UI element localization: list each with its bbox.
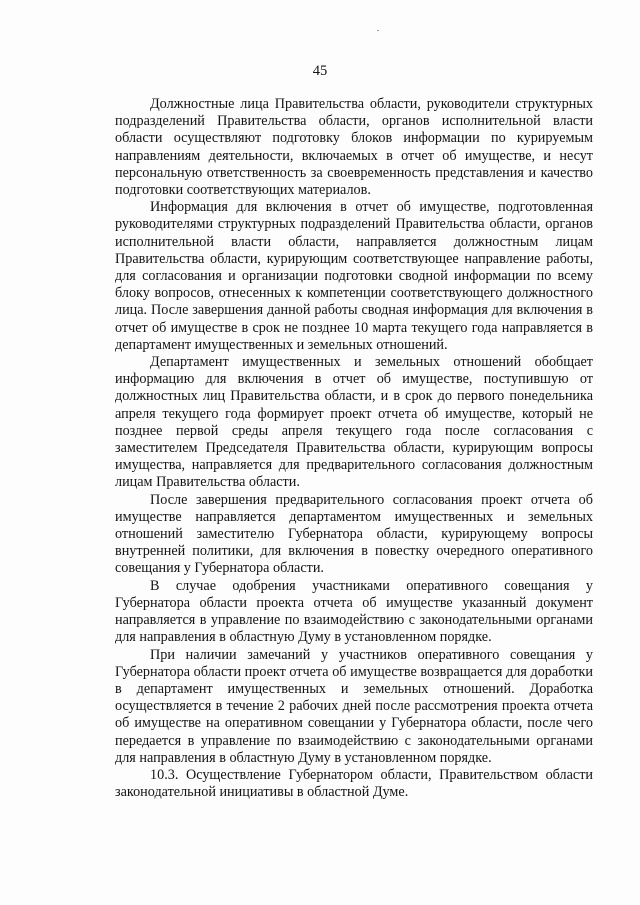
scan-speck <box>377 30 379 31</box>
paragraph-information-submission: Информация для включения в отчет об имуществе, подготовленная руководителями структурных подразделений Правительства области, органов исполнительной власти области, направляется должностным лицам Правительства области, курирующим соответствующее направление работы, для согласования и организации подготовки сводной информации по всему блоку вопросов, отнесенных к компетенции соответствующего должностного лица. После завершения данной работы сводная информация для включения в отчет об имуществе в срок не позднее 10 марта текущего года направляется в департамент имущественных и земельных отношений. <box>115 199 593 353</box>
paragraph-section-10-3: 10.3. Осуществление Губернатором области, Правительством области законодательной инициативы в областной Думе. <box>115 766 593 801</box>
paragraph-officials-responsibility: Должностные лица Правительства области, руководители структурных подразделений Правительства области, органов исполнительной власти области осуществляют подготовку блоков информации по курируемым направлениям деятельности, включаемых в отчет об имуществе, и несут персональную ответственность за своевременность представления и качество подготовки соответствующих материалов. <box>115 96 593 199</box>
page-number: 45 <box>312 63 328 79</box>
paragraph-preliminary-approval: После завершения предварительного согласования проект отчета об имуществе направляется департаментом имущественных и земельных отношений заместителю Губернатора области, курирующему вопросы внутренней политики, для включения в повестку очередного оперативного совещания у Губернатора области. <box>115 491 593 577</box>
paragraph-approval-case: В случае одобрения участниками оперативного совещания у Губернатора области проекта отчета об имуществе указанный документ направляется в управление по взаимодействию с законодательными органами для направления в областную Думу в установленном порядке. <box>115 577 593 646</box>
document-body <box>115 96 593 801</box>
paragraph-remarks-case: При наличии замечаний у участников оперативного совещания у Губернатора области проект отчета об имуществе возвращается для доработки в департамент имущественных и земельных отношений. Доработка осуществляется в течение 2 рабочих дней после рассмотрения проекта отчета об имуществе на оперативном совещании у Губернатора области, после чего передается в управление по взаимодействию с законодательными органами для направления в областную Думу в установленном порядке. <box>115 646 593 766</box>
paragraph-department-summary: Департамент имущественных и земельных отношений обобщает информацию для включения в отчет об имуществе, поступившую от должностных лиц Правительства области, и в срок до первого понедельника апреля текущего года формирует проект отчета об имуществе, который не позднее первой среды апреля текущего года после согласования с заместителем Председателя Правительства области, курирующим вопросы имущества, направляется для предварительного согласования должностным лицам Правительства области. <box>115 354 593 491</box>
